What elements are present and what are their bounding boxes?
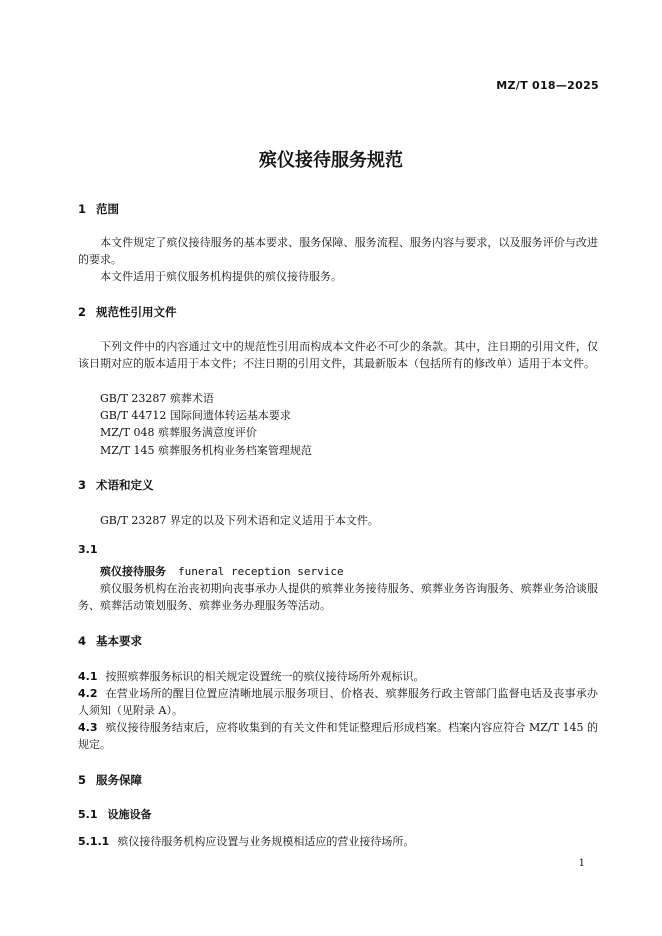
paragraph: 下列文件中的内容通过文中的规范性引用而构成本文件必不可少的条款。其中，注日期的引用文件，仅该日期对应的版本适用于本文件；不注日期的引用文件，其最新版本（包括所有的修改单）适用于本文件。 [78,340,598,370]
term-number: 3.1 [78,543,98,556]
reference-item: GB/T 23287 殡葬术语 [100,392,214,405]
section-number: 5 [78,773,87,787]
clause [78,833,598,850]
term-english: funeral reception service [178,565,344,578]
clause-text: 殡仪接待服务结束后，应将收集到的有关文件和凭证整理后形成档案。档案内容应符合 MZ/T 145 的规定。 [78,721,598,751]
clause-number: 4.2 [78,687,98,700]
paragraph: 本文件适用于殡仪服务机构提供的殡仪接待服务。 [100,270,342,283]
clause-number: 4.1 [78,670,98,683]
term-definition: 殡仪服务机构在治丧初期向丧事承办人提供的殡葬业务接待服务、殡葬业务咨询服务、殡葬业务洽谈服务、殡葬活动策划服务、殡葬业务办理服务等活动。 [78,582,598,612]
section-title: 规范性引用文件 [96,305,177,319]
page-number: 1 [578,858,585,869]
paragraph: 本文件规定了殡仪接待服务的基本要求、服务保障、服务流程、服务内容与要求，以及服务评价与改进的要求。 [78,236,598,266]
section-number: 3 [78,478,87,492]
term-chinese: 殡仪接待服务 [100,565,166,578]
section-title: 基本要求 [96,634,142,648]
section-title: 范围 [96,202,119,216]
term-entry [100,563,344,579]
section-1-heading [78,201,119,217]
section-title: 服务保障 [96,773,142,787]
section-4-heading [78,633,142,649]
paragraph: GB/T 23287 界定的以及下列术语和定义适用于本文件。 [100,514,379,527]
section-3-heading [78,477,154,493]
clause-text: 在营业场所的醒目位置应清晰地展示服务项目、价格表、殡葬服务行政主管部门监督电话及丧事承办人须知（见附录 A）。 [78,687,598,717]
section-5-heading [78,772,142,788]
section-number: 1 [78,202,87,216]
clause [78,719,598,753]
subsection-number: 5.1 [78,808,98,821]
reference-item: MZ/T 145 殡葬服务机构业务档案管理规范 [100,444,312,457]
section-number: 4 [78,634,87,648]
section-number: 2 [78,305,87,319]
clause-text: 殡仪接待服务机构应设置与业务规模相适应的营业接待场所。 [117,835,415,848]
standard-code: MZ/T 018—2025 [496,79,599,92]
clause-text: 按照殡葬服务标识的相关规定设置统一的殡仪接待场所外观标识。 [105,670,425,683]
document-title: 殡仪接待服务规范 [259,150,403,171]
subsection-heading [78,806,152,822]
section-title: 术语和定义 [96,478,154,492]
clause-number: 5.1.1 [78,835,110,848]
clause [78,685,598,719]
clause [78,668,598,685]
subsection-title: 设施设备 [107,808,152,821]
reference-item: GB/T 44712 国际间遗体转运基本要求 [100,409,291,422]
section-2-heading [78,304,177,320]
reference-item: MZ/T 048 殡葬服务满意度评价 [100,426,257,439]
clause-number: 4.3 [78,721,98,734]
